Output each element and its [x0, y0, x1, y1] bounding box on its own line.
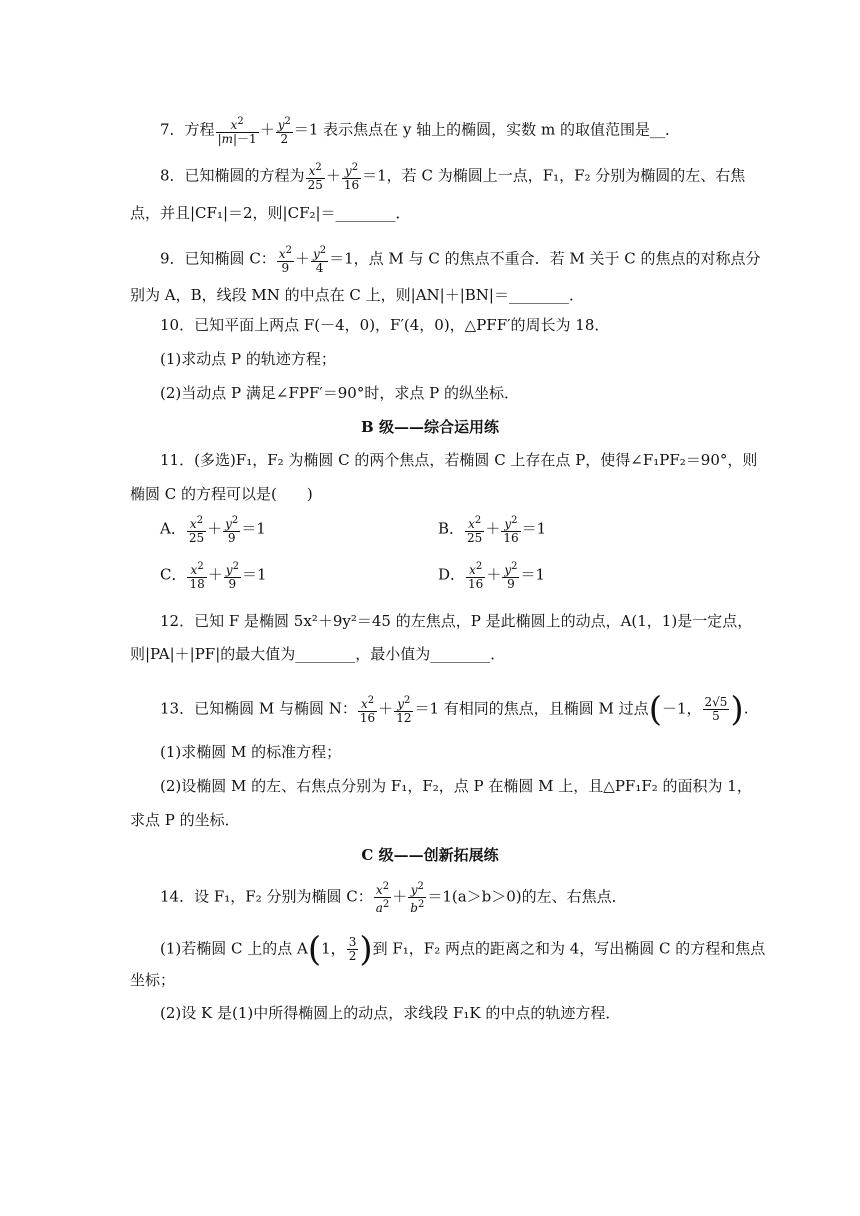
question-12-line-2: 则|PA|＋|PF|的最大值为________，最小值为________．: [130, 645, 506, 663]
fraction-x2-over-m: $\frac{x^2}{|m|-1}$: [217, 116, 257, 146]
question-12: 12．已知 F 是椭圆 5x²＋9y²＝45 的左焦点，P 是此椭圆上的动点，A(1，1)是一定点，: [160, 612, 753, 630]
question-14-part-2: (2)设 K 是(1)中所得椭圆上的动点，求线段 F₁K 的中点的轨迹方程．: [160, 1004, 621, 1022]
question-9-line-2: 别为 A，B，线段 MN 的中点在 C 上，则|AN|＋|BN|＝________．: [130, 286, 584, 304]
option-b: B． $\frac{x^2}{25}$ ＋ $\frac{y^2}{16}$ ＝1: [438, 515, 547, 545]
question-13: 13．已知椭圆 M 与椭圆 N： $\frac{x^2}{16}$ ＋ $\frac{y^2}{12}$ ＝1 有相同的焦点，且椭圆 M 过点(－1， $\frac{2√5}{5}$ ).: [160, 689, 749, 730]
question-9: 9．已知椭圆 C： $\frac{x^2}{9}$ ＋ $\frac{y^2}{4}$ ＝1，点 M 与 C 的焦点不重合．若 M 关于 C 的焦点的对称点分: [160, 245, 761, 275]
question-13-part-2: (2)设椭圆 M 的左、右焦点分别为 F₁，F₂，点 P 在椭圆 M 上，且△PF₁F₂ 的面积为 1，: [160, 777, 752, 795]
question-10: 10．已知平面上两点 F(－4，0)，F′(4，0)，△PFF′的周长为 18．: [160, 316, 610, 334]
option-c: C． $\frac{x^2}{18}$ ＋ $\frac{y^2}{9}$ ＝1: [160, 561, 267, 591]
question-14-part-1-line-2: 坐标；: [130, 971, 176, 989]
question-7: 7．方程 $\frac{x^2}{|m|-1}$ ＋ $\frac{y^2}{2}$ ＝1 表示焦点在 y 轴上的椭圆，实数 m 的取值范围是__．: [160, 116, 680, 146]
question-8-line-2: 点，并且|CF₁|＝2，则|CF₂|＝________．: [130, 204, 411, 222]
fraction-y2-over-2: $\frac{y^2}{2}$: [277, 116, 291, 146]
section-heading-c: C 级——创新拓展练: [361, 846, 499, 864]
question-10-part-2: (2)当动点 P 满足∠FPF′＝90°时，求点 P 的纵坐标．: [160, 384, 519, 402]
section-heading-b: B 级——综合运用练: [361, 418, 499, 436]
question-14-part-1: (1)若椭圆 C 上的点 A(1， $\frac{3}{2}$ )到 F₁，F₂ 两点的距离之和为 4，写出椭圆 C 的方程和焦点: [160, 929, 766, 970]
option-a: A． $\frac{x^2}{25}$ ＋ $\frac{y^2}{9}$ ＝1: [160, 515, 266, 545]
option-d: D． $\frac{x^2}{16}$ ＋ $\frac{y^2}{9}$ ＝1: [438, 561, 546, 591]
question-11-line-2: 椭圆 C 的方程可以是( ): [130, 485, 313, 503]
question-13-part-2-line-2: 求点 P 的坐标．: [130, 811, 240, 829]
question-11: 11．(多选)F₁，F₂ 为椭圆 C 的两个焦点，若椭圆 C 上存在点 P，使得∠F₁PF₂＝90°，则: [160, 451, 758, 469]
question-10-part-1: (1)求动点 P 的轨迹方程；: [160, 350, 336, 368]
question-14: 14．设 F₁，F₂ 分别为椭圆 C： $\frac{x^2}{a^2}$ ＋ $\frac{y^2}{b^2}$ ＝1(a＞b＞0)的左、右焦点．: [160, 881, 627, 915]
question-13-part-1: (1)求椭圆 M 的标准方程；: [160, 743, 342, 761]
question-8: 8．已知椭圆的方程为 $\frac{x^2}{25}$ ＋ $\frac{y^2}{16}$ ＝1，若 C 为椭圆上一点，F₁，F₂ 分别为椭圆的左、右焦: [160, 162, 746, 192]
